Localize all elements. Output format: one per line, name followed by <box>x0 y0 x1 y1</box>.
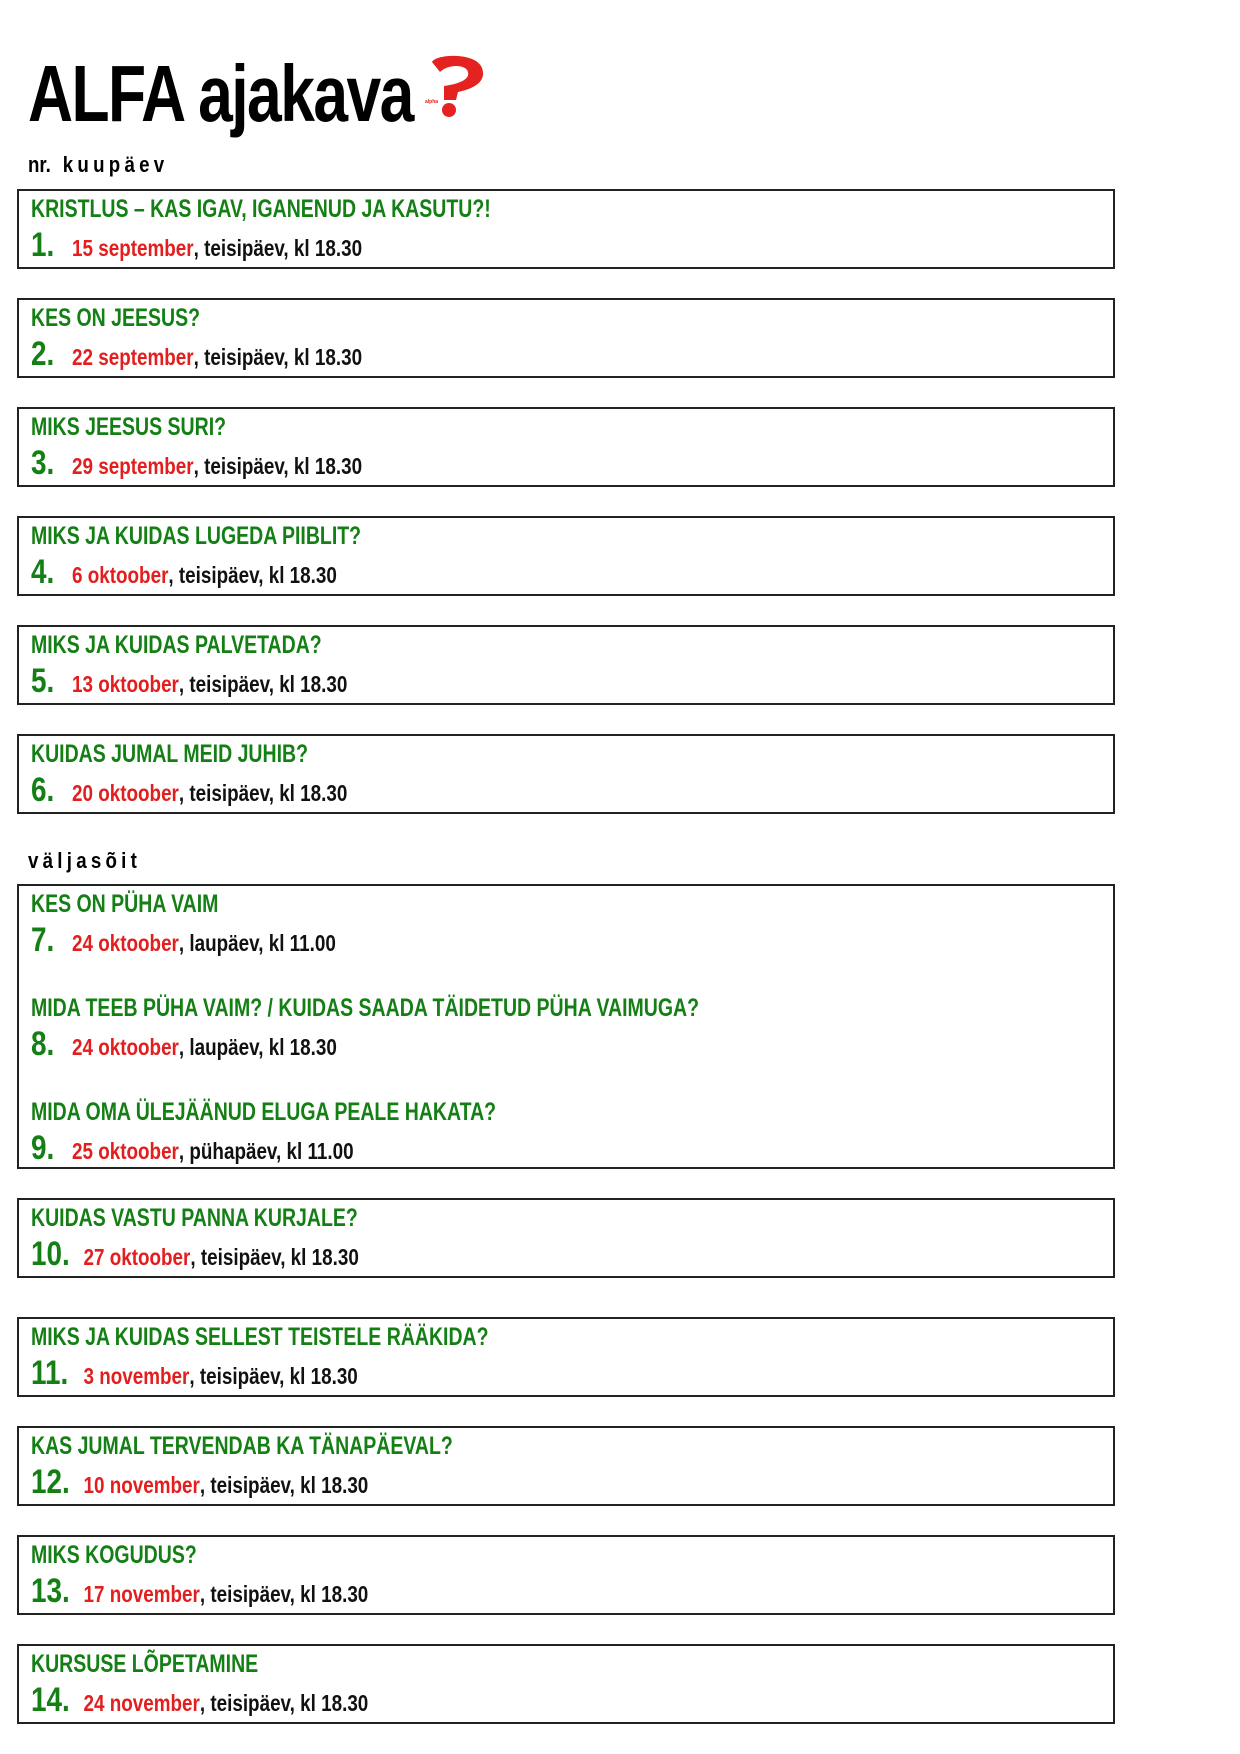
session-time: , teisipäev, kl 18.30 <box>178 780 348 806</box>
session-2 <box>19 301 1113 376</box>
session-7 <box>19 887 1113 962</box>
session-time: , teisipäev, kl 18.30 <box>193 235 363 261</box>
session-date: 3 november <box>83 1363 190 1389</box>
session-1 <box>19 192 1113 267</box>
session-5 <box>19 628 1113 703</box>
session-time: , teisipäev, kl 18.30 <box>199 1690 369 1716</box>
session-date: 6 oktoober <box>72 562 169 588</box>
session-topic: MIDA OMA ÜLEJÄÄNUD ELUGA PEALE HAKATA? <box>31 1098 497 1126</box>
session-box-11 <box>17 1317 1115 1397</box>
session-box-14 <box>17 1644 1115 1724</box>
column-date: kuupäev <box>62 152 169 177</box>
session-number: 12. <box>31 1463 70 1501</box>
session-box-3 <box>17 407 1115 487</box>
session-date: 25 oktoober <box>72 1138 179 1164</box>
session-box-5 <box>17 625 1115 705</box>
session-topic: MIKS JA KUIDAS SELLEST TEISTELE RÄÄKIDA? <box>31 1323 489 1351</box>
session-date: 17 november <box>83 1581 200 1607</box>
session-number: 3. <box>31 444 55 482</box>
session-number: 1. <box>31 226 55 264</box>
session-time: , laupäev, kl 11.00 <box>178 930 336 956</box>
alpha-question-mark-logo <box>418 52 490 118</box>
session-time: , teisipäev, kl 18.30 <box>190 1244 359 1270</box>
session-number: 13. <box>31 1572 70 1610</box>
session-13 <box>19 1538 1113 1613</box>
session-9 <box>19 1095 1113 1170</box>
session-time: , teisipäev, kl 18.30 <box>168 562 337 588</box>
column-nr: nr. <box>28 152 51 177</box>
session-box-retreat <box>17 884 1115 1169</box>
session-12 <box>19 1429 1113 1504</box>
session-topic: KURSUSE LÕPETAMINE <box>31 1650 259 1678</box>
session-box-2 <box>17 298 1115 378</box>
column-headers <box>28 152 168 178</box>
session-topic: MIDA TEEB PÜHA VAIM? / KUIDAS SAADA TÄIDETUD PÜHA VAIMUGA? <box>31 994 700 1022</box>
session-box-12 <box>17 1426 1115 1506</box>
session-8 <box>19 991 1113 1066</box>
session-date: 22 september <box>72 344 194 370</box>
page-title: ALFA ajakava <box>28 49 413 138</box>
section-label-retreat: väljasõit <box>28 848 142 873</box>
session-number: 7. <box>31 921 55 959</box>
session-time: , teisipäev, kl 18.30 <box>193 453 363 479</box>
session-box-10 <box>17 1198 1115 1278</box>
session-time: , laupäev, kl 18.30 <box>178 1034 337 1060</box>
session-number: 8. <box>31 1025 55 1063</box>
session-number: 14. <box>31 1681 70 1719</box>
session-number: 10. <box>31 1235 70 1273</box>
session-date: 24 oktoober <box>72 930 179 956</box>
session-topic: MIKS JEESUS SURI? <box>31 413 227 441</box>
session-time: , teisipäev, kl 18.30 <box>178 671 348 697</box>
logo-text: alpha <box>425 99 439 105</box>
session-date: 20 oktoober <box>72 780 179 806</box>
session-box-6 <box>17 734 1115 814</box>
session-time: , teisipäev, kl 18.30 <box>189 1363 358 1389</box>
session-topic: MIKS JA KUIDAS PALVETADA? <box>31 631 322 659</box>
session-time: , pühapäev, kl 11.00 <box>178 1138 354 1164</box>
session-number: 9. <box>31 1129 55 1167</box>
session-number: 4. <box>31 553 55 591</box>
session-topic: KRISTLUS – KAS IGAV, IGANENUD JA KASUTU?! <box>31 195 491 223</box>
session-time: , teisipäev, kl 18.30 <box>199 1472 369 1498</box>
session-date: 24 oktoober <box>72 1034 179 1060</box>
session-topic: MIKS JA KUIDAS LUGEDA PIIBLIT? <box>31 522 362 550</box>
session-number: 11. <box>31 1354 69 1392</box>
session-topic: KUIDAS JUMAL MEID JUHIB? <box>31 740 308 768</box>
session-4 <box>19 519 1113 594</box>
session-topic: MIKS KOGUDUS? <box>31 1541 197 1569</box>
session-11 <box>19 1320 1113 1395</box>
session-number: 6. <box>31 771 55 809</box>
session-14 <box>19 1647 1113 1722</box>
session-number: 5. <box>31 662 55 700</box>
session-topic: KES ON PÜHA VAIM <box>31 890 219 918</box>
session-10 <box>19 1201 1113 1276</box>
session-3 <box>19 410 1113 485</box>
session-time: , teisipäev, kl 18.30 <box>199 1581 369 1607</box>
session-date: 10 november <box>83 1472 200 1498</box>
session-box-4 <box>17 516 1115 596</box>
session-box-1 <box>17 189 1115 269</box>
session-topic: KAS JUMAL TERVENDAB KA TÄNAPÄEVAL? <box>31 1432 453 1460</box>
session-date: 29 september <box>72 453 194 479</box>
session-date: 13 oktoober <box>72 671 179 697</box>
session-topic: KUIDAS VASTU PANNA KURJALE? <box>31 1204 358 1232</box>
session-date: 24 november <box>83 1690 200 1716</box>
session-topic: KES ON JEESUS? <box>31 304 201 332</box>
session-number: 2. <box>31 335 55 373</box>
session-time: , teisipäev, kl 18.30 <box>193 344 363 370</box>
session-date: 15 september <box>72 235 194 261</box>
session-6 <box>19 737 1113 812</box>
session-date: 27 oktoober <box>83 1244 191 1270</box>
session-box-13 <box>17 1535 1115 1615</box>
